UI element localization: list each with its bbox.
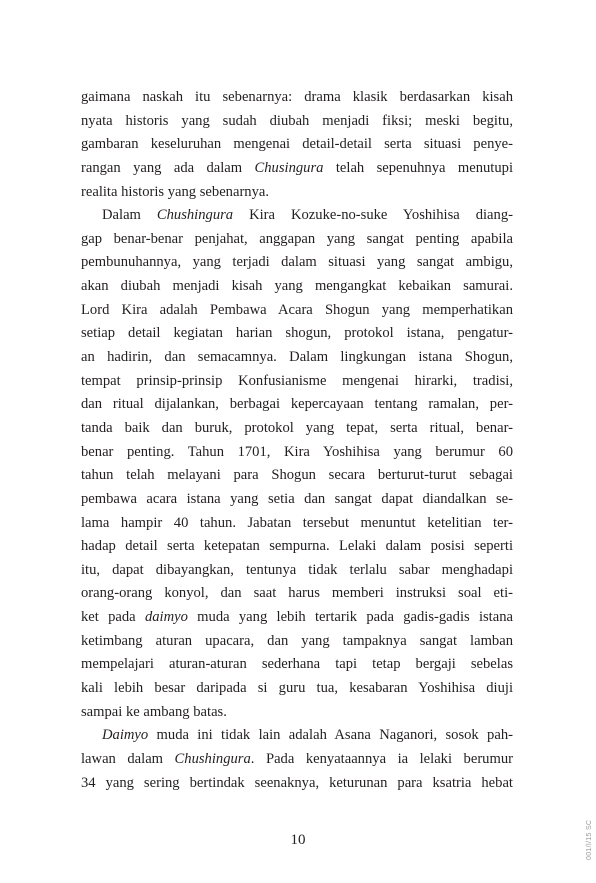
text-run: gambaran keseluruhan mengenai detail-detail serta situasi penye- — [81, 136, 513, 153]
text-run: setiap detail kegiatan harian shogun, protokol istana, pengatur- — [81, 325, 513, 342]
text-line — [81, 441, 513, 465]
text-line — [81, 417, 513, 441]
text-run: muda ini tidak lain adalah Asana Naganori, sosok pah- — [148, 727, 513, 744]
text-run: ketimbang aturan upacara, dan yang tampaknya sangat lamban — [81, 632, 513, 649]
text-line — [81, 133, 513, 157]
text-run: lama hampir 40 tahun. Jabatan tersebut menuntut ketelitian ter- — [81, 514, 513, 531]
text-run: muda yang lebih tertarik pada gadis-gadis istana — [187, 609, 513, 626]
text-line — [81, 512, 513, 536]
text-line — [81, 464, 513, 488]
page-number: 10 — [290, 832, 306, 848]
text-line — [81, 110, 513, 134]
text-run: benar penting. Tahun 1701, Kira Yoshihisa yang berumur 60 — [81, 443, 513, 460]
text-run: orang-orang konyol, dan saat harus memberi instruksi soal eti- — [81, 585, 513, 602]
text-line — [81, 488, 513, 512]
text-line — [81, 559, 513, 583]
text-line — [81, 653, 513, 677]
italic-text: Chushingura — [174, 750, 251, 767]
text-run: tempat prinsip-prinsip Konfusianisme mengenai hirarki, tradisi, — [81, 372, 513, 389]
text-line — [81, 204, 513, 228]
text-line — [81, 346, 513, 370]
text-run: rangan yang ada dalam — [81, 159, 255, 176]
text-line — [81, 228, 513, 252]
text-line — [81, 299, 513, 323]
text-line — [81, 677, 513, 701]
text-run: Lord Kira adalah Pembawa Acara Shogun yang memperhatikan — [81, 301, 513, 318]
text-line — [81, 630, 513, 654]
italic-text: Chushingura — [156, 207, 234, 224]
text-line — [81, 772, 513, 796]
text-run: Dalam — [102, 207, 157, 224]
text-line — [81, 181, 513, 205]
text-line — [81, 275, 513, 299]
text-run: pembawa acara istana yang setia dan sangat dapat diandalkan se- — [81, 490, 513, 507]
italic-text: daimyo — [144, 609, 188, 626]
text-line — [81, 582, 513, 606]
text-run: mempelajari aturan-aturan sederhana tapi tetap bergaji sebelas — [81, 656, 513, 673]
text-run: realita historis yang sebenarnya. — [81, 183, 270, 200]
text-line — [81, 748, 513, 772]
text-run: itu, dapat dibayangkan, tentunya tidak terlalu sabar menghadapi — [81, 561, 513, 578]
text-run: nyata historis yang sudah diubah menjadi fiksi; meski begitu, — [81, 112, 513, 129]
text-run: sampai ke ambang batas. — [81, 703, 227, 720]
text-run: akan diubah menjadi kisah yang mengangkat kebaikan samurai. — [81, 278, 513, 295]
text-run: dan ritual dijalankan, berbagai kepercayaan tentang ramalan, per- — [81, 396, 513, 413]
italic-text: Daimyo — [102, 727, 149, 744]
text-run: hadap detail serta ketepatan sempurna. Lelaki dalam posisi seperti — [81, 538, 513, 555]
text-run: kali lebih besar daripada si guru tua, kesabaran Yoshihisa diuji — [81, 680, 513, 697]
text-line — [81, 86, 513, 110]
body-text — [81, 86, 513, 795]
text-line — [81, 157, 513, 181]
text-line — [81, 606, 513, 630]
italic-text: Chusingura — [254, 159, 324, 176]
text-line — [81, 322, 513, 346]
text-run: tanda baik dan buruk, protokol yang tepat, serta ritual, benar- — [81, 419, 513, 436]
text-run: telah sepenuhnya menutupi — [323, 159, 514, 176]
text-line — [81, 251, 513, 275]
text-run: Kira Kozuke-no-suke Yoshihisa diang- — [233, 207, 513, 224]
text-line — [81, 724, 513, 748]
text-run: gap benar-benar penjahat, anggapan yang sangat penting apabila — [81, 230, 513, 247]
text-run: 34 yang sering bertindak seenaknya, keturunan para ksatria hebat — [81, 774, 513, 791]
printer-code: 001/I/15 SC — [586, 819, 593, 860]
text-line — [81, 535, 513, 559]
text-run: gaimana naskah itu sebenarnya: drama klasik berdasarkan kisah — [81, 89, 513, 105]
text-line — [81, 370, 513, 394]
text-run: an hadirin, dan semacamnya. Dalam lingkungan istana Shogun, — [81, 349, 513, 366]
text-run: . Pada kenyataannya ia lelaki berumur — [250, 750, 513, 767]
text-run: pembunuhannya, yang terjadi dalam situasi yang sangat ambigu, — [81, 254, 513, 271]
text-run: lawan dalam — [81, 750, 175, 767]
text-run: ket pada — [81, 609, 145, 626]
text-run: tahun telah melayani para Shogun secara berturut-turut sebagai — [81, 467, 513, 484]
text-line — [81, 701, 513, 725]
text-line — [81, 393, 513, 417]
